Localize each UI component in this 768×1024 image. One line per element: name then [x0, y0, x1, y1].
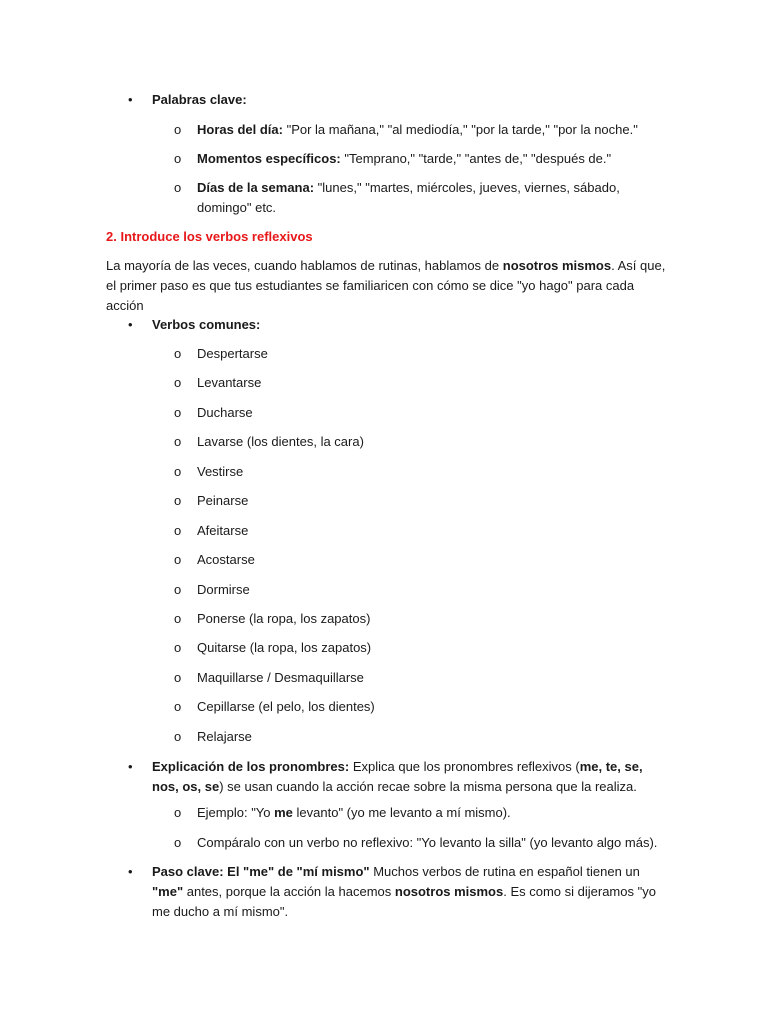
pronouns-text: Explica que los pronombres reflexivos ( [349, 759, 580, 774]
key-step-text: antes, porque la acción la hacemos [183, 884, 395, 899]
list-item [197, 178, 667, 218]
intro-bold: nosotros mismos [502, 258, 612, 273]
bullet-marker: • [128, 92, 133, 107]
bullet-marker: • [128, 864, 133, 879]
list-item: Maquillarse / Desmaquillarse [197, 670, 364, 685]
sub-bullet-marker: o [174, 835, 182, 850]
keyword-text: "Temprano," "tarde," "antes de," "después de." [340, 151, 612, 166]
list-item: Peinarse [197, 493, 249, 508]
pronouns-paragraph [152, 757, 664, 797]
keyword-term: Días de la semana: [197, 180, 315, 195]
sub-bullet-marker: o [174, 375, 182, 390]
keyword-text: "Por la mañana," "al mediodía," "por la tarde," "por la noche." [282, 122, 638, 137]
example-text: levanto" (yo me levanto a mí mismo). [292, 805, 511, 820]
key-step-bold: nosotros mismos [394, 884, 504, 899]
intro-paragraph [106, 256, 666, 316]
list-item: Dormirse [197, 582, 250, 597]
key-step-paragraph [152, 862, 664, 922]
sub-bullet-marker: o [174, 805, 182, 820]
list-item: Vestirse [197, 464, 244, 479]
sub-bullet-marker: o [174, 180, 182, 195]
sub-bullet-marker: o [174, 464, 182, 479]
list-item: Quitarse (la ropa, los zapatos) [197, 640, 372, 655]
key-step-text: . Es como si dijeramos "yo me ducho a mí mismo". [152, 884, 656, 919]
key-step-bold: "me" [152, 884, 184, 899]
list-item: Ponerse (la ropa, los zapatos) [197, 611, 371, 626]
sub-bullet-marker: o [174, 151, 182, 166]
sub-bullet-marker: o [174, 611, 182, 626]
sub-bullet-marker: o [174, 729, 182, 744]
key-step-text: Muchos verbos de rutina en español tienen un [369, 864, 640, 879]
list-item: Levantarse [197, 375, 262, 390]
verbs-label: Verbos comunes: [152, 317, 261, 332]
sub-bullet-marker: o [174, 434, 182, 449]
list-item [197, 803, 667, 823]
list-item: Afeitarse [197, 523, 249, 538]
intro-text: . Así que, el primer paso es que tus estudiantes se familiaricen con cómo se dice "yo hago" para cada acción [106, 258, 666, 313]
sub-bullet-marker: o [174, 405, 182, 420]
list-item: Despertarse [197, 346, 268, 361]
list-item: Ducharse [197, 405, 253, 420]
section-heading: 2. Introduce los verbos reflexivos [106, 229, 313, 244]
pronouns-bold: me, te, se, nos, os, se [152, 759, 643, 794]
pronouns-text: ) se usan cuando la acción recae sobre la misma persona que la realiza. [219, 779, 637, 794]
sub-bullet-marker: o [174, 640, 182, 655]
list-item: Cepillarse (el pelo, los dientes) [197, 699, 375, 714]
sub-bullet-marker: o [174, 346, 182, 361]
bullet-marker: • [128, 317, 133, 332]
intro-text: La mayoría de las veces, cuando hablamos de rutinas, hablamos de [106, 258, 503, 273]
example-text: Ejemplo: "Yo [197, 805, 275, 820]
list-item [197, 149, 667, 169]
sub-bullet-marker: o [174, 582, 182, 597]
pronouns-label: Explicación de los pronombres: [152, 759, 350, 774]
sub-bullet-marker: o [174, 493, 182, 508]
example-bold: me [274, 805, 293, 820]
list-item: Acostarse [197, 552, 255, 567]
sub-bullet-marker: o [174, 670, 182, 685]
list-item: Lavarse (los dientes, la cara) [197, 434, 364, 449]
list-item: Relajarse [197, 729, 252, 744]
list-item [197, 120, 667, 140]
key-step-label: Paso clave: El "me" de "mí mismo" [152, 864, 370, 879]
sub-bullet-marker: o [174, 122, 182, 137]
keyword-term: Momentos específicos: [197, 151, 341, 166]
list-item: Compáralo con un verbo no reflexivo: "Yo levanto la silla" (yo levanto algo más). [197, 835, 658, 850]
bullet-marker: • [128, 759, 133, 774]
keywords-label: Palabras clave: [152, 92, 247, 107]
keyword-term: Horas del día: [197, 122, 283, 137]
sub-bullet-marker: o [174, 523, 182, 538]
sub-bullet-marker: o [174, 552, 182, 567]
keyword-text: "lunes," "martes, miércoles, jueves, viernes, sábado, domingo" etc. [197, 180, 620, 215]
sub-bullet-marker: o [174, 699, 182, 714]
